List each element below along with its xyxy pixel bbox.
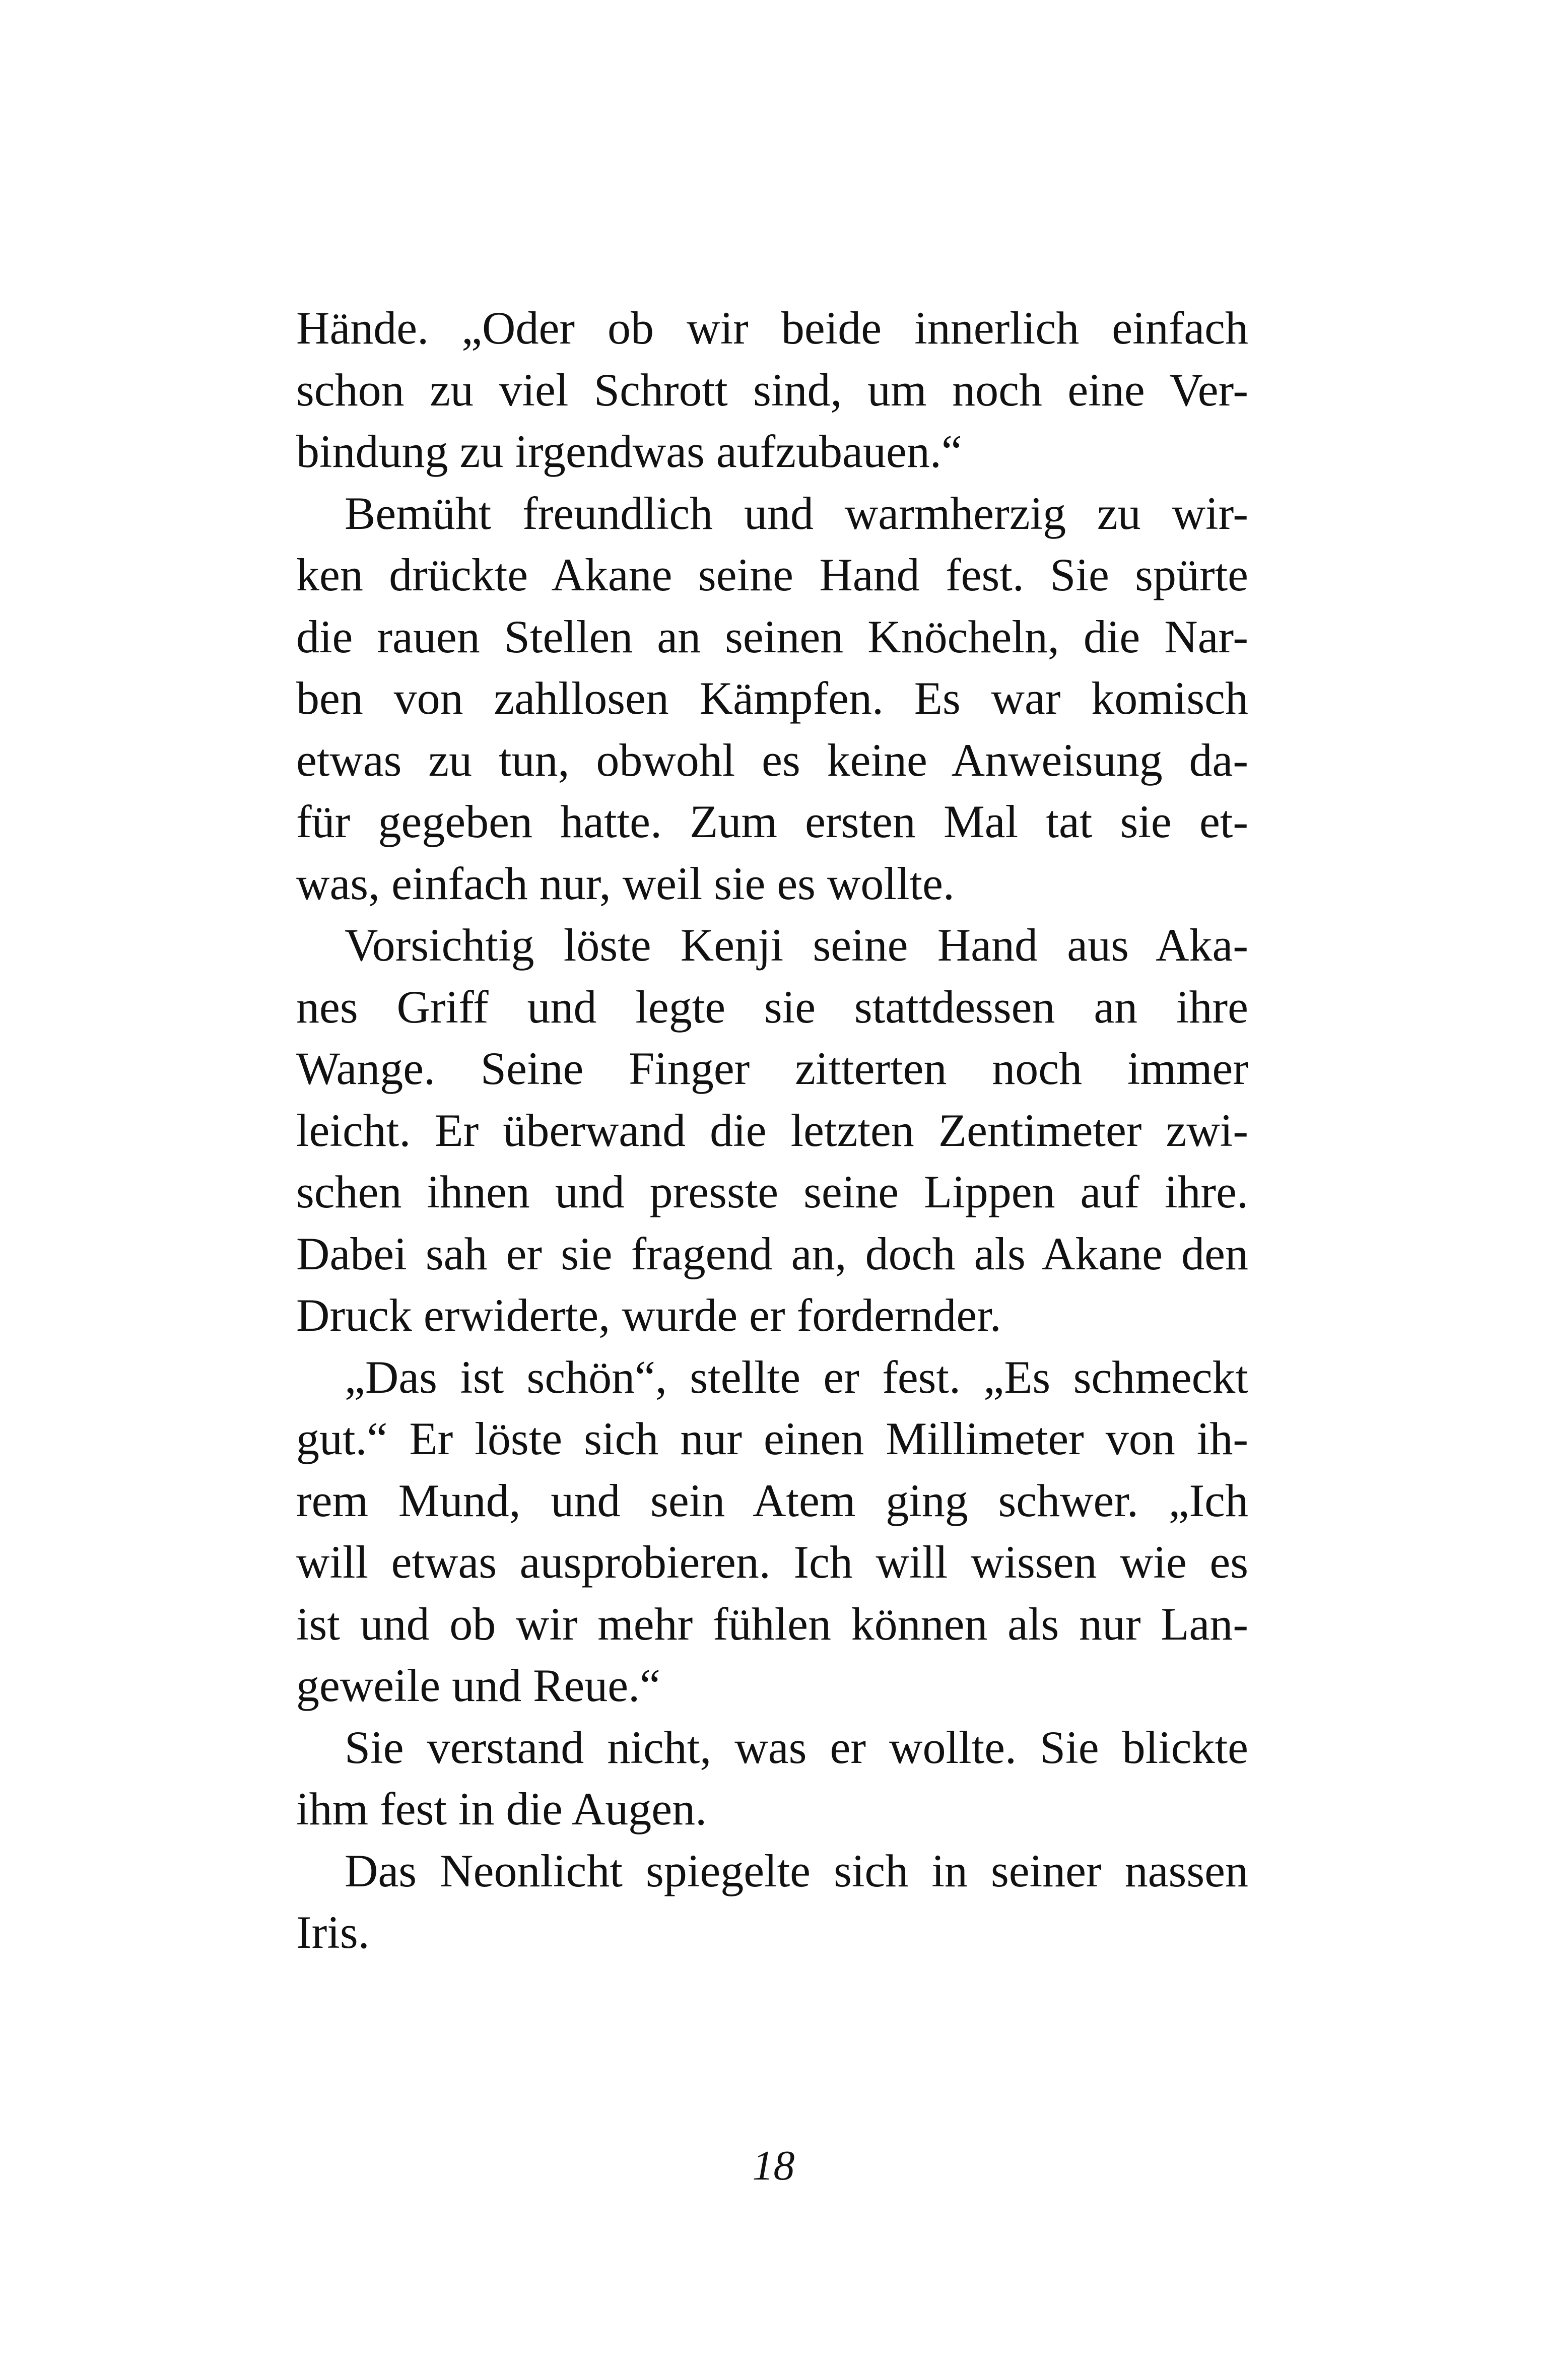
text-line: leicht. Er überwand die letzten Zentimeter zwi- [296,1104,1248,1156]
text-line: „Das ist schön“, stellte er fest. „Es schmeckt [345,1351,1248,1403]
text-line: schon zu viel Schrott sind, um noch eine Ver- [296,364,1248,416]
text-line: Vorsichtig löste Kenji seine Hand aus Aka- [345,919,1248,971]
text-line: nes Griff und legte sie stattdessen an ihre [296,981,1248,1033]
text-line: ihm fest in die Augen. [296,1783,707,1834]
text-line: Bemüht freundlich und warmherzig zu wir- [345,487,1248,539]
text-line: Wange. Seine Finger zitterten noch immer [296,1043,1248,1094]
body-text [296,297,1248,1963]
text-line: geweile und Reue.“ [296,1660,660,1711]
text-line: Das Neonlicht spiegelte sich in seiner nassen [345,1845,1248,1896]
text-line: Hände. „Oder ob wir beide innerlich einfach [296,302,1248,354]
text-line: Sie verstand nicht, was er wollte. Sie blickte [345,1721,1248,1773]
text-line: ist und ob wir mehr fühlen können als nur Lan- [296,1598,1248,1650]
text-line: bindung zu irgendwas aufzubauen.“ [296,426,962,477]
text-line: rem Mund, und sein Atem ging schwer. „Ich [296,1474,1248,1526]
text-line: für gegeben hatte. Zum ersten Mal tat sie et- [296,796,1248,847]
text-line: die rauen Stellen an seinen Knöcheln, die Nar- [296,610,1248,662]
page-number: 18 [752,2142,795,2189]
text-line: ken drückte Akane seine Hand fest. Sie spürte [296,549,1248,600]
text-line: Iris. [296,1907,370,1958]
text-line: schen ihnen und presste seine Lippen auf ihre. [296,1166,1248,1217]
text-line: Dabei sah er sie fragend an, doch als Akane den [296,1228,1248,1279]
text-line: will etwas ausprobieren. Ich will wissen wie es [296,1536,1248,1588]
text-line: Druck erwiderte, wurde er fordernder. [296,1289,1001,1341]
text-line: was, einfach nur, weil sie es wollte. [296,857,955,909]
text-line: gut.“ Er löste sich nur einen Millimeter von ih- [296,1413,1248,1464]
text-line: etwas zu tun, obwohl es keine Anweisung da- [296,734,1248,786]
text-line: ben von zahllosen Kämpfen. Es war komisch [296,672,1248,724]
